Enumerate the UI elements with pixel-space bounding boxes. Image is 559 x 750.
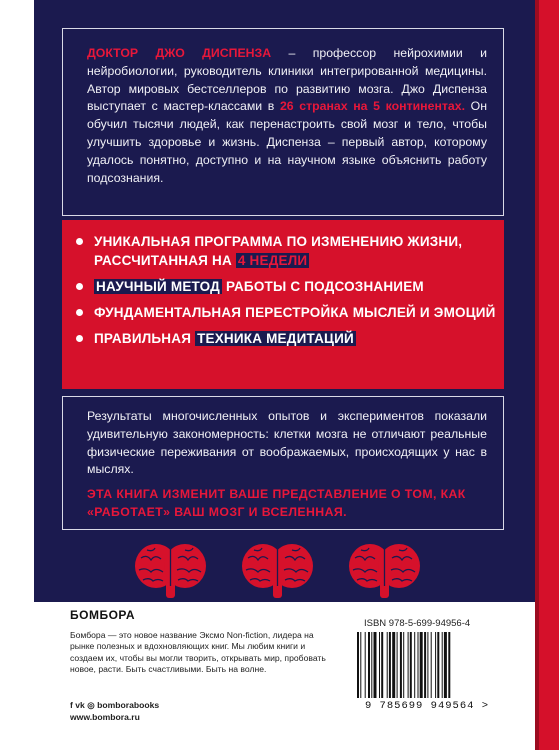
bio-highlight: 26 странах на 5 континентах. xyxy=(279,99,465,114)
brain-icon xyxy=(240,540,315,600)
feature-item: УНИКАЛЬНАЯ ПРОГРАММА ПО ИЗМЕНЕНИЮ ЖИЗНИ, РАССЧИТАННАЯ НА 4 НЕДЕЛИ xyxy=(76,232,501,270)
publisher-description: Бомбора — это новое название Эксмо Non-fiction, лидера на рынке полезных и вдохновляющих книг. Мы любим книги и создаем их, чтобы вы могли творить, открывать мир, пробовать новое, расти. Быть счастливыми. Быть на волне. xyxy=(70,630,326,675)
author-name: ДОКТОР ДЖО ДИСПЕНЗА xyxy=(87,46,272,60)
bullet-icon xyxy=(76,238,83,245)
feature-list xyxy=(76,232,501,355)
feature-item: ПРАВИЛЬНАЯ ТЕХНИКА МЕДИТАЦИЙ xyxy=(76,329,501,348)
results-text: Результаты многочисленных опытов и экспериментов показали удивительную закономерность: клетки мозга не отличают реальные физические переживания от воображаемых, происходящих у нас в мыслях. xyxy=(87,409,487,477)
feature-highlight: НАУЧНЫЙ МЕТОД xyxy=(96,279,220,294)
bullet-icon xyxy=(76,283,83,290)
website-link[interactable]: www.bombora.ru xyxy=(70,712,140,722)
feature-highlight: ТЕХНИКА МЕДИТАЦИЙ xyxy=(197,331,354,346)
brain-icon xyxy=(347,540,422,600)
publisher-name: БОМБОРА xyxy=(70,608,136,622)
bullet-icon xyxy=(76,335,83,342)
feature-item: ФУНДАМЕНТАЛЬНАЯ ПЕРЕСТРОЙКА МЫСЛЕЙ И ЭМОЦИЙ xyxy=(76,303,501,322)
slogan: ЭТА КНИГА ИЗМЕНИТ ВАШЕ ПРЕДСТАВЛЕНИЕ О ТОМ, КАК «РАБОТАЕТ» ВАШ МОЗГ И ВСЕЛЕННАЯ. xyxy=(87,487,466,519)
isbn-label: ISBN 978-5-699-94956-4 xyxy=(364,618,471,629)
bullet-icon xyxy=(76,309,83,316)
spine-shade xyxy=(535,0,539,750)
barcode-icon xyxy=(354,632,504,698)
barcode-number: 9 785699 949564 > xyxy=(364,700,490,712)
author-bio xyxy=(87,45,487,187)
feature-item: НАУЧНЫЙ МЕТОД РАБОТЫ С ПОДСОЗНАНИЕМ xyxy=(76,277,501,296)
feature-highlight: 4 НЕДЕЛИ xyxy=(237,253,308,268)
brain-icon xyxy=(133,540,208,600)
social-links[interactable]: f vk ◎ bomborabooks xyxy=(70,700,160,710)
bio-text-2: Он обучил тысячи людей, как перенастроить свой мозг и тело, чтобы улучшить здоровье и жизнь. Диспенза – первый автор, которому удалось понятно, доступно и на научном языке объяснить работу подсознания. xyxy=(87,99,487,185)
bio-text-1: – профессор нейрохимии и нейробиологии, руководитель клиники интегрированной медицины. Автор мировых бестселлеров по развитию мозга. Джо Диспенза выступает с мастер-классами в xyxy=(87,46,487,114)
